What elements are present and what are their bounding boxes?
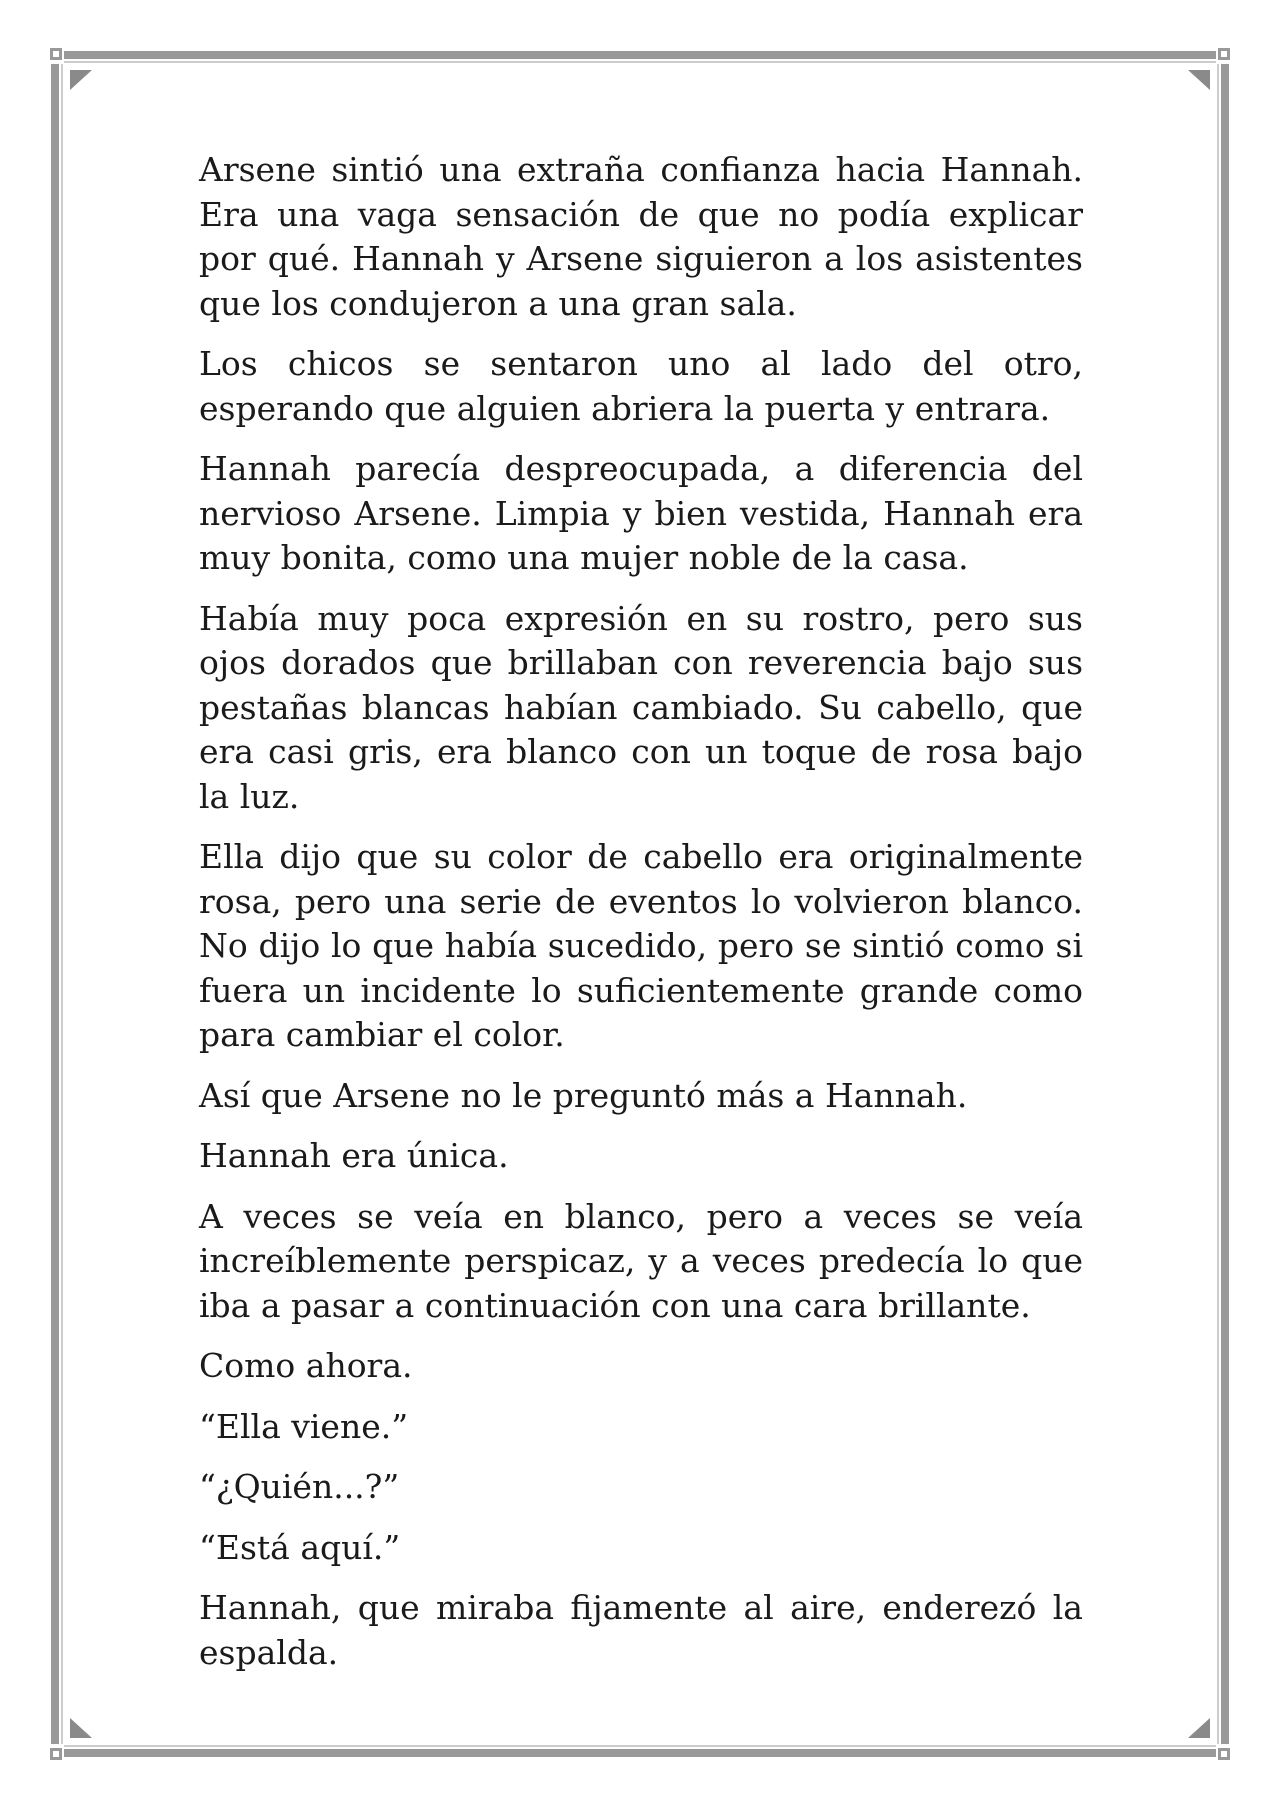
paragraph: A veces se veía en blanco, pero a veces se veía increíblemente perspicaz, y a veces predecía lo que iba a pasar a continuación con una cara brillante.	[199, 1196, 1083, 1325]
story-text	[199, 148, 1083, 1691]
paragraph: Hannah era única.	[199, 1136, 509, 1175]
paragraph: Hannah parecía despreocupada, a diferencia del nervioso Arsene. Limpia y bien vestida, Hannah era muy bonita, como una mujer noble de la casa.	[199, 449, 1083, 577]
dialogue-line: “Está aquí.”	[199, 1527, 401, 1567]
dialogue-line: “Ella viene.”	[199, 1406, 409, 1446]
paragraph: Los chicos se sentaron uno al lado del otro, esperando que alguien abriera la puerta y entrara.	[199, 344, 1083, 428]
dialogue-line: “¿Quién...?”	[199, 1467, 400, 1506]
paragraph: Ella dijo que su color de cabello era originalmente rosa, pero una serie de eventos lo volvieron blanco. No dijo lo que había sucedido, pero se sintió como si fuera un incidente lo suficientemente grande como para cambiar el color.	[199, 837, 1083, 1054]
paragraph: Había muy poca expresión en su rostro, pero sus ojos dorados que brillaban con reverencia bajo sus pestañas blancas habían cambiado. Su cabello, que era casi gris, era blanco con un toque de rosa bajo la luz.	[199, 598, 1083, 816]
paragraph: Como ahora.	[199, 1346, 413, 1385]
paragraph: Hannah, que miraba fijamente al aire, enderezó la espalda.	[199, 1588, 1083, 1672]
paragraph: Arsene sintió una extraña confianza hacia Hannah. Era una vaga sensación de que no podía explicar por qué. Hannah y Arsene siguieron a los asistentes que los condujeron a una gran sala.	[199, 150, 1083, 323]
paragraph: Así que Arsene no le preguntó más a Hannah.	[199, 1075, 968, 1115]
